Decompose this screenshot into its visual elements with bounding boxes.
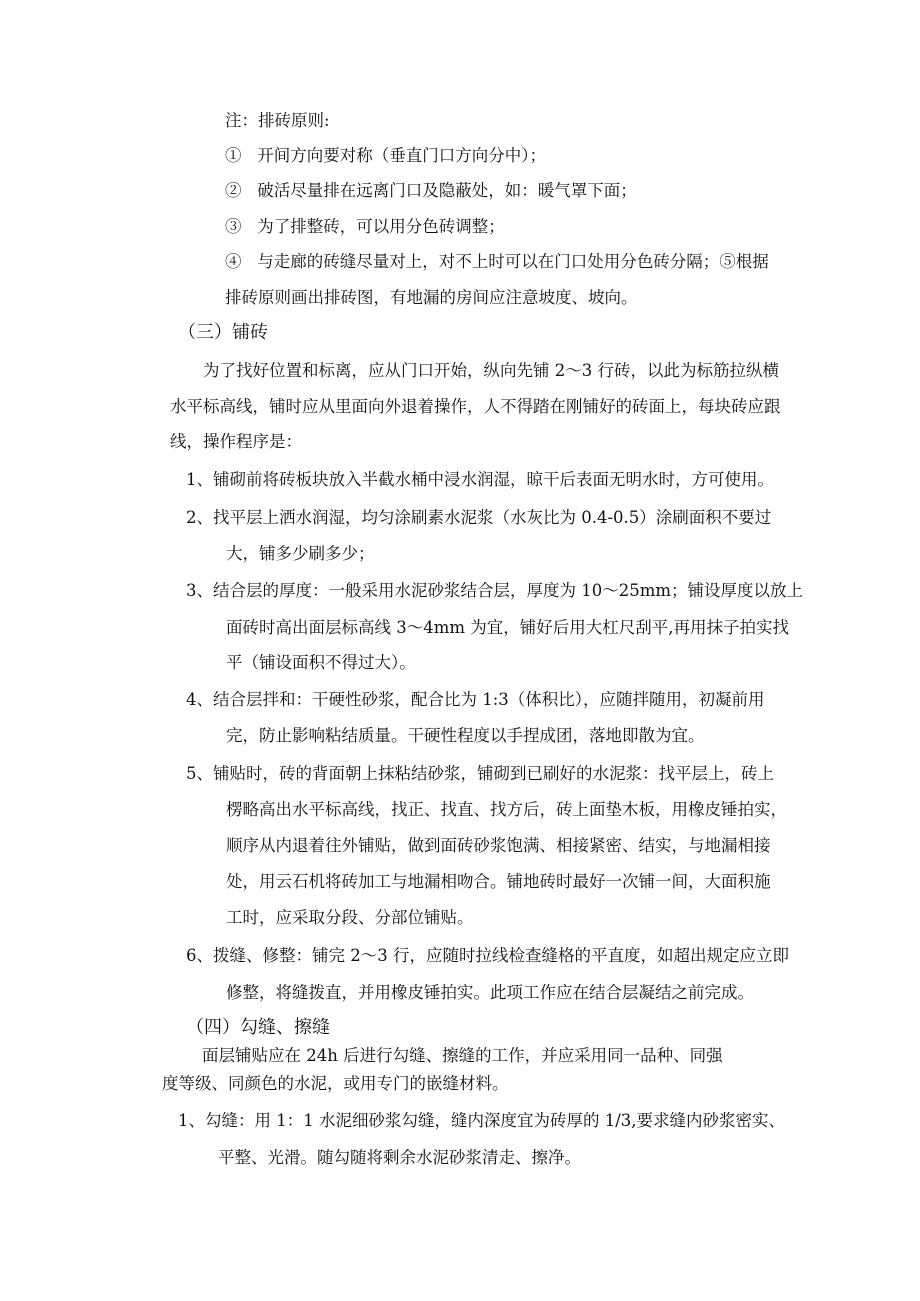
section-heading: （四）勾缝、擦缝 [186,1017,330,1038]
step-6-line: 6、拨缝、修整：铺完 2～3 行，应随时拉线检查缝格的平直度，如超出规定应立即 [186,946,789,965]
step-1-line: 1、勾缝：用 1：1 水泥细砂浆勾缝，缝内深度宜为砖厚的 1/3,要求缝内砂浆密实、 [178,1111,786,1130]
note-item-1 [225,146,546,166]
paragraph-line: 面层铺贴应在 24h 后进行勾缝、擦缝的工作，并应采用同一品种、同强 [202,1046,723,1065]
note-item-4 [225,252,769,272]
step-5-line: 楞略高出水平标高线，找正、找直、找方后，砖上面垫木板，用橡皮锤拍实， [226,800,787,819]
step-2-line: 大，铺多少刷多少； [226,544,375,563]
step-4-line: 完，防止影响粘结质量。干硬性程度以手捏成团，落地即散为宜。 [226,726,705,745]
step-3-line: 平（铺设面积不得过大）。 [226,653,416,672]
step-5-line: 5、铺贴时，砖的背面朝上抹粘结砂浆，铺砌到已刷好的水泥浆：找平层上，砖上 [186,764,774,783]
note-item-text: 破活尽量排在远离门口及隐蔽处，如：暖气罩下面； [257,181,637,200]
note-item-marker: ③ [225,217,242,236]
note-item-text: 开间方向要对称（垂直门口方向分中）； [257,146,546,165]
step-6-line: 修整，将缝拨直，并用橡皮锤拍实。此项工作应在结合层凝结之前完成。 [226,983,754,1002]
paragraph-line: 为了找好位置和标离，应从门口开始，纵向先铺 2～3 行砖，以此为标筋拉纵横 [203,361,779,380]
note-item-text: 与走廊的砖缝尽量对上，对不上时可以在门口处用分色砖分隔；⑤根据 [257,252,769,271]
step-3-line: 3、结合层的厚度：一般采用水泥砂浆结合层，厚度为 10～25mm；铺设厚度以放上 [186,581,804,600]
section-heading: （三）铺砖 [178,322,268,343]
step-4-line: 4、结合层拌和：干硬性砂浆，配合比为 1:3（体积比），应随拌随用，初凝前用 [186,690,765,709]
paragraph-line: 度等级、同颜色的水泥，或用专门的嵌缝材料。 [162,1074,509,1093]
step-5-line: 顺序从内退着往外铺贴，做到面砖砂浆饱满、相接紧密、结实，与地漏相接 [226,836,771,855]
note-item-4-continuation: 排砖原则画出排砖图，有地漏的房间应注意坡度、坡向。 [225,288,638,307]
note-title: 注：排砖原则: [225,111,330,130]
note-item-2 [225,181,637,201]
step-1-line: 1、铺砌前将砖板块放入半截水桶中浸水润湿，晾干后表面无明水时，方可使用。 [186,470,774,489]
note-item-marker: ④ [225,252,242,271]
paragraph-line: 水平标高线，铺时应从里面向外退着操作，人不得踏在刚铺好的砖面上，每块砖应跟 [170,397,781,416]
step-5-line: 处，用云石机将砖加工与地漏相吻合。铺地砖时最好一次铺一间，大面积施 [226,872,771,891]
note-item-text: 为了排整砖，可以用分色砖调整； [257,217,505,236]
step-2-line: 2、找平层上洒水润湿，均匀涂刷素水泥浆（水灰比为 0.4-0.5）涂刷面积不要过 [186,508,772,527]
step-3-line: 面砖时高出面层标高线 3～4mm 为宜，铺好后用大杠尺刮平,再用抹子拍实找 [226,618,790,637]
paragraph-line: 线，操作程序是： [170,432,302,451]
note-item-marker: ① [225,146,242,165]
step-5-line: 工时，应采取分段、分部位铺贴。 [226,908,474,927]
note-item-3 [225,217,505,237]
note-item-marker: ② [225,181,242,200]
step-1-line: 平整、光滑。随勾随将剩余水泥砂浆清走、擦净。 [218,1148,581,1167]
